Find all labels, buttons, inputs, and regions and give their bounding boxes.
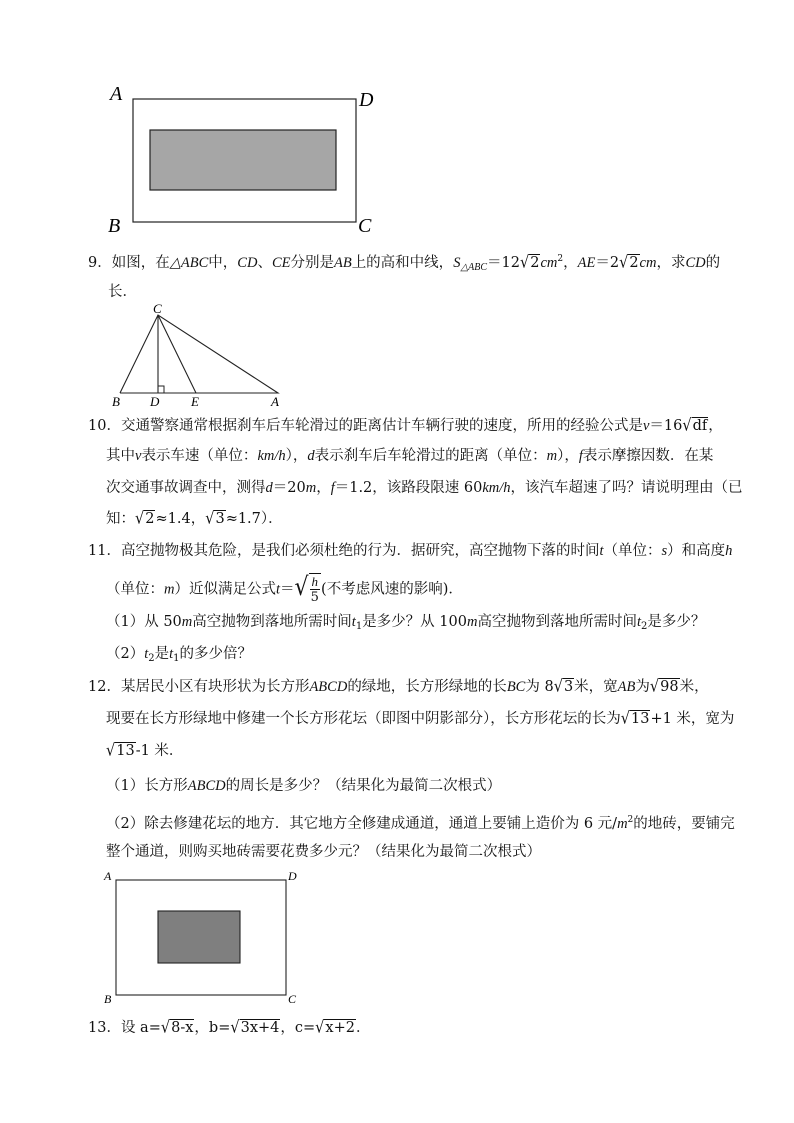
tri-label-D: D (150, 394, 160, 409)
q12-label-D: D (288, 869, 297, 883)
tri-label-C: C (153, 301, 162, 316)
q12-line1: 12．某居民小区有块形状为长方形ABCD的绿地，长方形绿地的长BC为 8√3米，宽AB为√98米， (88, 677, 709, 697)
q9-line1: 9．如图，在△ABC中，CD、CE分别是AB上的高和中线，$S_{\triangle ABC}=12√2cm^2$，AE＝2√2cm，求CD的 (88, 253, 721, 273)
q11-line1: 11．高空抛物极其危险，是我们必须杜绝的行为．据研究，高空抛物下落的时间t（单位：s）和高度h (88, 543, 733, 559)
radical: √x+2 (315, 1018, 355, 1038)
right-angle-mark (158, 386, 164, 393)
radical: √2 (619, 253, 639, 273)
q10-line4: 知：√2≈1.4，√3≈1.7）． (106, 509, 283, 529)
radical: √3x+4 (230, 1018, 280, 1038)
figure-rectangle-top (100, 80, 390, 240)
q12-part2-line2: 整个通道，则购买地砖需要花费多少元？（结果化为最简二次根式） (106, 844, 541, 860)
radical: √df (682, 416, 708, 436)
q12-label-C: C (288, 992, 297, 1006)
q13-line1: 13．设 a=√8-x，b=√3x+4，c=√x+2． (88, 1018, 371, 1038)
radical: √2 (135, 509, 155, 529)
q10-line1: 10．交通警察通常根据刹车后车轮滑过的距离估计车辆行驶的速度，所用的经验公式是v＝16√df， (88, 416, 723, 436)
q12-line3: √13-1 米． (106, 741, 184, 761)
figure-triangle (108, 300, 288, 410)
q11-part1: （1）从 50m高空抛物到落地所需时间$t_1$是多少？从 100m高空抛物到落地所需时间$t_2$是多少？ (106, 614, 706, 632)
radical: √3 (553, 677, 574, 697)
radical: √3 (205, 509, 225, 529)
q12-part1: （1）长方形ABCD的周长是多少？（结果化为最简二次根式） (106, 778, 502, 794)
q11-part2: $(2)t_2$是$t_1$的多少倍？ (106, 646, 253, 664)
label-C: C (358, 215, 372, 237)
q11-line2: （单位：m）近似满足公式t＝√ $\frac{h}{5}$ (不考虑风速的影响)． (106, 572, 463, 605)
q10-line3: 次交通事故调查中，测得d＝20m，f＝1.2，该路段限速 60km/h，该汽车超速了吗？请说明理由（已 (106, 480, 743, 496)
radical: √13 (106, 741, 135, 761)
radical: √13 (620, 709, 650, 729)
q12-inner-shaded-rectangle (158, 911, 240, 963)
q12-part2-line1: （2）除去修建花坛的地方．其它地方全修建成通道，通道上要铺上造价为 6 元$/m^2$的地砖，要铺完 (106, 815, 735, 832)
q10-line2: 其中v表示车速（单位：km/h），d表示刹车后车轮滑过的距离（单位：m），f表示摩擦因数．在某 (106, 448, 714, 464)
label-D: D (359, 89, 374, 111)
triangle-ABC (120, 315, 278, 393)
q12-label-A: A (104, 869, 112, 883)
tri-label-B: B (112, 394, 120, 409)
label-A: A (110, 83, 123, 105)
q9-line2: 长． (108, 284, 137, 300)
radical: √8-x (160, 1018, 194, 1038)
radical-fraction: √ $\frac{h}{5}$ (295, 573, 322, 605)
q12-label-B: B (104, 992, 112, 1006)
label-B: B (108, 215, 121, 237)
tri-label-E: E (191, 394, 199, 409)
figure-rectangle-q12 (100, 866, 310, 1011)
q12-line2: 现要在长方形绿地中修建一个长方形花坛（即图中阴影部分），长方形花坛的长为√13+1 米，宽为 (106, 709, 735, 729)
radical: √98 (649, 677, 679, 697)
tri-label-A: A (271, 394, 279, 409)
radical: √2 (519, 253, 540, 273)
inner-shaded-rectangle (150, 130, 336, 190)
